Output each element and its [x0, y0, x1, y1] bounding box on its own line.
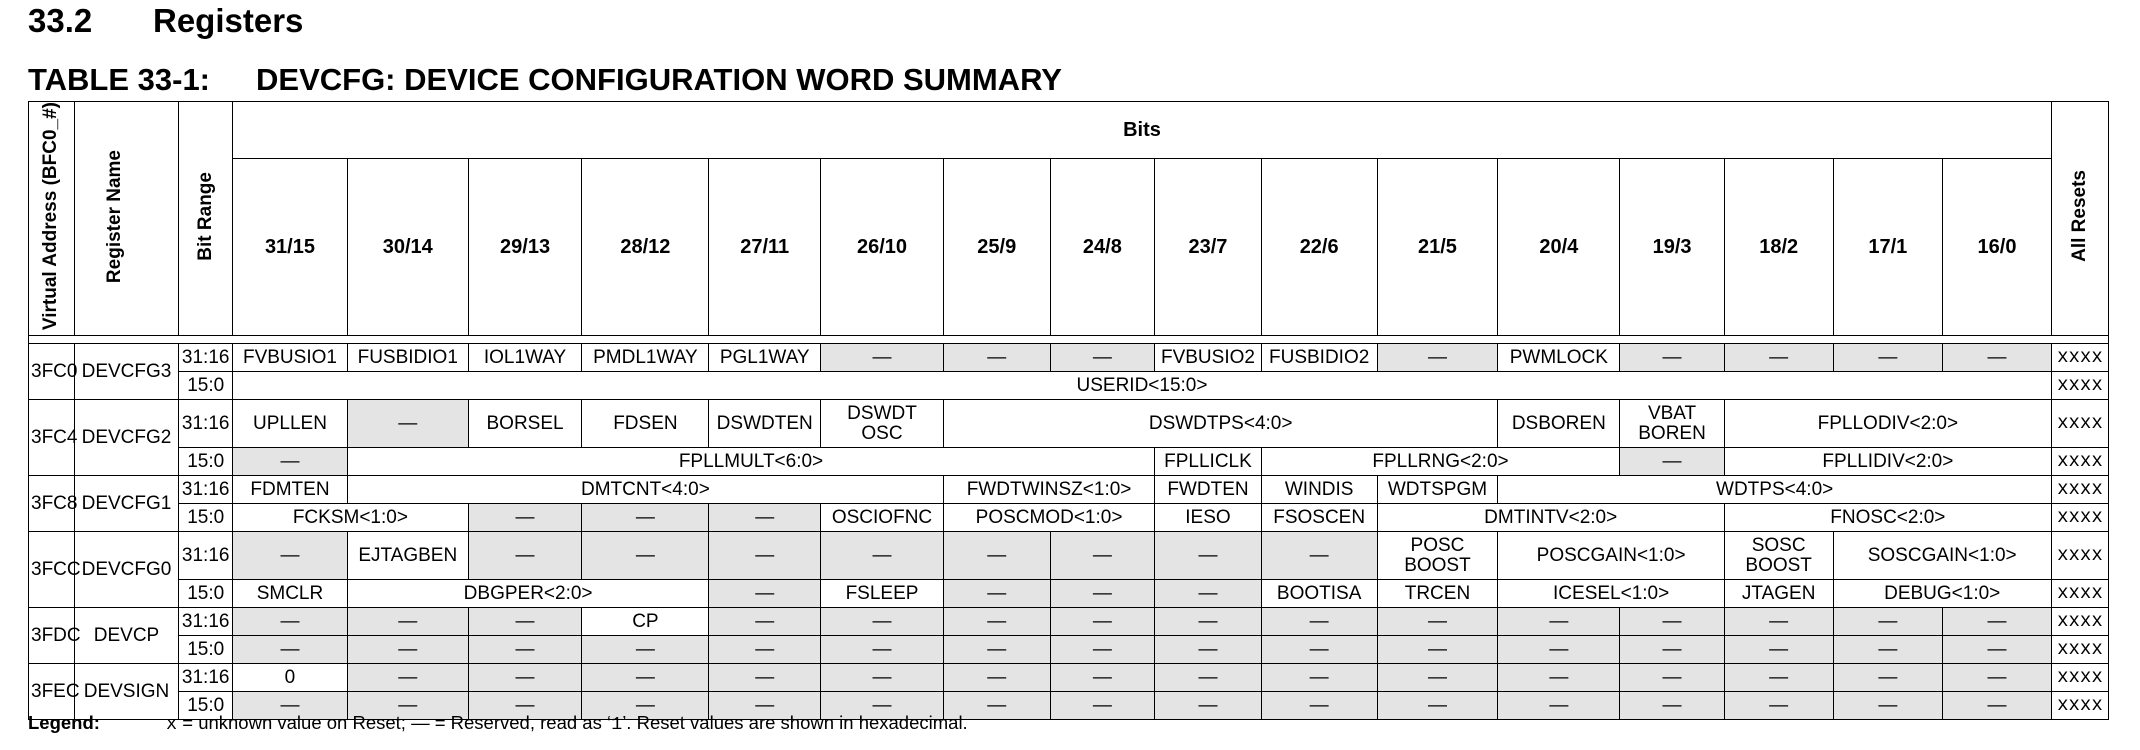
- header-register-name: Register Name: [74, 102, 179, 336]
- reserved-bit-cell: —: [1261, 636, 1377, 664]
- bit-field-cell: FUSBIDIO1: [347, 344, 468, 372]
- all-resets-cell: xxxx: [2051, 692, 2108, 720]
- reserved-bit-cell: —: [1155, 580, 1262, 608]
- bit-field-cell: PGL1WAY: [709, 344, 821, 372]
- reserved-bit-cell: —: [1943, 344, 2052, 372]
- table-row: [29, 608, 2109, 636]
- reserved-bit-cell: —: [582, 692, 709, 720]
- table-row: [29, 344, 2109, 372]
- reserved-bit-cell: —: [1833, 608, 1943, 636]
- reserved-bit-cell: —: [1377, 636, 1498, 664]
- reserved-bit-cell: —: [1620, 692, 1725, 720]
- bit-range-cell: 15:0: [179, 448, 233, 476]
- reserved-bit-cell: —: [1498, 692, 1620, 720]
- legend-label: Legend:: [28, 712, 100, 733]
- section-heading: [28, 2, 303, 40]
- reserved-bit-cell: —: [1724, 608, 1833, 636]
- reserved-bit-cell: —: [582, 532, 709, 580]
- reserved-bit-cell: —: [1155, 664, 1262, 692]
- bit-range-cell: 15:0: [179, 636, 233, 664]
- section-number: 33.2: [28, 2, 93, 39]
- header-bit-column: 20/4: [1498, 159, 1620, 336]
- bit-field-cell: DSWDTPS<4:0>: [943, 400, 1497, 448]
- reserved-bit-cell: —: [347, 692, 468, 720]
- reserved-bit-cell: —: [468, 636, 582, 664]
- reserved-bit-cell: —: [709, 636, 821, 664]
- table-row: [29, 664, 2109, 692]
- bit-field-cell: CP: [582, 608, 709, 636]
- bit-field-cell: FPLLICLK: [1155, 448, 1262, 476]
- bit-field-cell: BORSEL: [468, 400, 582, 448]
- legend-x-text: = unknown value on Reset; — = Reserved, read as ‘: [177, 712, 612, 733]
- register-name-cell: DEVCFG2: [74, 400, 179, 476]
- reserved-bit-cell: —: [1155, 608, 1262, 636]
- reserved-bit-cell: —: [468, 504, 582, 532]
- reserved-bit-cell: —: [1050, 580, 1155, 608]
- reserved-bit-cell: —: [943, 664, 1050, 692]
- reserved-bit-cell: —: [709, 664, 821, 692]
- reserved-bit-cell: —: [821, 664, 944, 692]
- bit-field-cell: SMCLR: [233, 580, 348, 608]
- reserved-bit-cell: —: [1377, 664, 1498, 692]
- table-row: [29, 400, 2109, 448]
- reserved-bit-cell: —: [709, 532, 821, 580]
- header-bit-column: 31/15: [233, 159, 348, 336]
- bit-field-cell: DMTINTV<2:0>: [1377, 504, 1724, 532]
- reserved-bit-cell: —: [233, 692, 348, 720]
- reserved-bit-cell: —: [233, 608, 348, 636]
- bit-range-cell: 31:16: [179, 476, 233, 504]
- reserved-bit-cell: —: [1943, 664, 2052, 692]
- reserved-bit-cell: —: [943, 692, 1050, 720]
- header-bit-column: 18/2: [1724, 159, 1833, 336]
- reserved-bit-cell: —: [1833, 636, 1943, 664]
- reserved-bit-cell: —: [1620, 344, 1725, 372]
- reserved-bit-cell: —: [1724, 664, 1833, 692]
- bit-field-cell: PWMLOCK: [1498, 344, 1620, 372]
- table-row: [29, 476, 2109, 504]
- table-row: [29, 372, 2109, 400]
- reserved-bit-cell: —: [1261, 664, 1377, 692]
- bit-range-cell: 15:0: [179, 692, 233, 720]
- reserved-bit-cell: —: [1050, 692, 1155, 720]
- bit-field-cell: FDMTEN: [233, 476, 348, 504]
- bit-field-cell: FVBUSIO1: [233, 344, 348, 372]
- bit-field-cell: FPLLIDIV<2:0>: [1724, 448, 2051, 476]
- header-bit-column: 24/8: [1050, 159, 1155, 336]
- virtual-address-cell: 3FC4: [29, 400, 75, 476]
- bit-field-cell: ICESEL<1:0>: [1498, 580, 1724, 608]
- bit-field-cell: FPLLMULT<6:0>: [347, 448, 1154, 476]
- reserved-bit-cell: —: [347, 608, 468, 636]
- header-bit-column: 26/10: [821, 159, 944, 336]
- reserved-bit-cell: —: [468, 608, 582, 636]
- reserved-bit-cell: —: [1155, 532, 1262, 580]
- reserved-bit-cell: —: [1498, 664, 1620, 692]
- bit-field-cell: OSCIOFNC: [821, 504, 944, 532]
- bit-field-cell: TRCEN: [1377, 580, 1498, 608]
- legend-x-symbol: x: [166, 714, 178, 735]
- bit-field-cell: WDTSPGM: [1377, 476, 1498, 504]
- reserved-bit-cell: —: [943, 580, 1050, 608]
- all-resets-cell: xxxx: [2051, 580, 2108, 608]
- bit-field-cell: FDSEN: [582, 400, 709, 448]
- header-bit-column: 19/3: [1620, 159, 1725, 336]
- bit-field-cell: FVBUSIO2: [1155, 344, 1262, 372]
- reserved-bit-cell: —: [582, 504, 709, 532]
- table-title: [28, 62, 1062, 98]
- virtual-address-cell: 3FEC: [29, 664, 75, 720]
- bit-field-cell: JTAGEN: [1724, 580, 1833, 608]
- bit-range-cell: 15:0: [179, 372, 233, 400]
- bit-field-cell: UPLLEN: [233, 400, 348, 448]
- bit-field-cell: POSCGAIN<1:0>: [1498, 532, 1724, 580]
- reserved-bit-cell: —: [943, 532, 1050, 580]
- reserved-bit-cell: —: [1620, 664, 1725, 692]
- header-virtual-address: Virtual Address (BFC0_#): [29, 102, 75, 336]
- reserved-bit-cell: —: [1724, 692, 1833, 720]
- reserved-bit-cell: —: [1155, 636, 1262, 664]
- bit-field-cell: FPLLODIV<2:0>: [1724, 400, 2051, 448]
- virtual-address-cell: 3FDC: [29, 608, 75, 664]
- header-bit-column: 16/0: [1943, 159, 2052, 336]
- all-resets-cell: xxxx: [2051, 400, 2108, 448]
- reserved-bit-cell: —: [709, 580, 821, 608]
- reserved-bit-cell: —: [1498, 636, 1620, 664]
- reserved-bit-cell: —: [347, 664, 468, 692]
- bit-field-cell: PMDL1WAY: [582, 344, 709, 372]
- all-resets-cell: xxxx: [2051, 532, 2108, 580]
- table-row: [29, 504, 2109, 532]
- all-resets-cell: xxxx: [2051, 476, 2108, 504]
- header-bits: Bits: [233, 102, 2052, 159]
- bit-field-cell: DMTCNT<4:0>: [347, 476, 943, 504]
- reserved-bit-cell: —: [1050, 344, 1155, 372]
- register-name-cell: DEVCFG0: [74, 532, 179, 608]
- reserved-bit-cell: —: [233, 448, 348, 476]
- bit-field-cell: WINDIS: [1261, 476, 1377, 504]
- reserved-bit-cell: —: [582, 636, 709, 664]
- header-bit-column: 28/12: [582, 159, 709, 336]
- bit-field-cell: FWDTWINSZ<1:0>: [943, 476, 1154, 504]
- reserved-bit-cell: —: [821, 608, 944, 636]
- table-row: [29, 580, 2109, 608]
- table-number: TABLE 33-1:: [28, 62, 211, 97]
- all-resets-cell: xxxx: [2051, 344, 2108, 372]
- table-row: [29, 448, 2109, 476]
- all-resets-cell: xxxx: [2051, 664, 2108, 692]
- reserved-bit-cell: —: [233, 636, 348, 664]
- reserved-bit-cell: —: [1724, 344, 1833, 372]
- reserved-bit-cell: —: [943, 344, 1050, 372]
- reserved-bit-cell: —: [821, 532, 944, 580]
- virtual-address-cell: 3FCC: [29, 532, 75, 608]
- reserved-bit-cell: —: [1620, 608, 1725, 636]
- bit-field-cell: SOSC BOOST: [1724, 532, 1833, 580]
- bit-range-cell: 31:16: [179, 400, 233, 448]
- legend: [28, 712, 968, 735]
- table-title-text: DEVCFG: DEVICE CONFIGURATION WORD SUMMARY: [256, 62, 1062, 97]
- reserved-bit-cell: —: [1620, 448, 1725, 476]
- table-row: [29, 532, 2109, 580]
- bit-field-cell: 0: [233, 664, 348, 692]
- reserved-bit-cell: —: [1943, 692, 2052, 720]
- reserved-bit-cell: —: [468, 664, 582, 692]
- reserved-bit-cell: —: [1620, 636, 1725, 664]
- bit-range-cell: 31:16: [179, 344, 233, 372]
- header-bit-column: 29/13: [468, 159, 582, 336]
- all-resets-cell: xxxx: [2051, 504, 2108, 532]
- bit-range-cell: 15:0: [179, 504, 233, 532]
- bit-field-cell: POSC BOOST: [1377, 532, 1498, 580]
- reserved-bit-cell: —: [468, 532, 582, 580]
- reserved-bit-cell: —: [582, 664, 709, 692]
- header-bit-column: 25/9: [943, 159, 1050, 336]
- reserved-bit-cell: —: [1377, 344, 1498, 372]
- header-bit-range: Bit Range: [179, 102, 233, 336]
- reserved-bit-cell: —: [1724, 636, 1833, 664]
- header-bit-column: 17/1: [1833, 159, 1943, 336]
- reserved-bit-cell: —: [821, 636, 944, 664]
- reserved-bit-cell: —: [1943, 608, 2052, 636]
- bit-field-cell: FCKSM<1:0>: [233, 504, 469, 532]
- bit-field-cell: FWDTEN: [1155, 476, 1262, 504]
- reserved-bit-cell: —: [1050, 532, 1155, 580]
- header-bit-column: 27/11: [709, 159, 821, 336]
- reserved-bit-cell: —: [1377, 608, 1498, 636]
- all-resets-cell: xxxx: [2051, 636, 2108, 664]
- reserved-bit-cell: —: [1377, 692, 1498, 720]
- bit-range-cell: 31:16: [179, 532, 233, 580]
- reserved-bit-cell: —: [468, 692, 582, 720]
- bit-field-cell: SOSCGAIN<1:0>: [1833, 532, 2051, 580]
- bit-field-cell: FNOSC<2:0>: [1724, 504, 2051, 532]
- reserved-bit-cell: —: [1155, 692, 1262, 720]
- bit-field-cell: FSOSCEN: [1261, 504, 1377, 532]
- bit-field-cell: VBAT BOREN: [1620, 400, 1725, 448]
- bit-field-cell: IOL1WAY: [468, 344, 582, 372]
- reserved-bit-cell: —: [1050, 608, 1155, 636]
- register-name-cell: DEVCFG3: [74, 344, 179, 400]
- reserved-bit-cell: —: [1050, 664, 1155, 692]
- header-bit-column: 30/14: [347, 159, 468, 336]
- bit-field-cell: POSCMOD<1:0>: [943, 504, 1154, 532]
- header-bit-column: 23/7: [1155, 159, 1262, 336]
- legend-tail: ’. Reset values are shown in hexadecimal.: [622, 712, 968, 733]
- reserved-bit-cell: —: [1833, 344, 1943, 372]
- bit-field-cell: DBGPER<2:0>: [347, 580, 709, 608]
- bit-field-cell: WDTPS<4:0>: [1498, 476, 2051, 504]
- reserved-bit-cell: —: [347, 400, 468, 448]
- bit-field-cell: IESO: [1155, 504, 1262, 532]
- reserved-bit-cell: —: [1833, 692, 1943, 720]
- register-summary-table: [28, 101, 2109, 720]
- bit-field-cell: USERID<15:0>: [233, 372, 2052, 400]
- virtual-address-cell: 3FC8: [29, 476, 75, 532]
- register-name-cell: DEVCP: [74, 608, 179, 664]
- reserved-bit-cell: —: [1498, 608, 1620, 636]
- reserved-bit-cell: —: [709, 504, 821, 532]
- bit-range-cell: 15:0: [179, 580, 233, 608]
- bit-field-cell: FSLEEP: [821, 580, 944, 608]
- reserved-bit-cell: —: [1261, 692, 1377, 720]
- all-resets-cell: xxxx: [2051, 372, 2108, 400]
- section-title: Registers: [153, 2, 304, 39]
- header-all-resets: All Resets: [2051, 102, 2108, 336]
- legend-one: 1: [611, 714, 623, 735]
- bit-field-cell: EJTAGBEN: [347, 532, 468, 580]
- header-bit-column: 21/5: [1377, 159, 1498, 336]
- virtual-address-cell: 3FC0: [29, 344, 75, 400]
- reserved-bit-cell: —: [709, 692, 821, 720]
- bit-field-cell: DSBOREN: [1498, 400, 1620, 448]
- register-name-cell: DEVSIGN: [74, 664, 179, 720]
- all-resets-cell: xxxx: [2051, 448, 2108, 476]
- header-bit-column: 22/6: [1261, 159, 1377, 336]
- bit-range-cell: 31:16: [179, 664, 233, 692]
- all-resets-cell: xxxx: [2051, 608, 2108, 636]
- reserved-bit-cell: —: [233, 532, 348, 580]
- bit-field-cell: BOOTISA: [1261, 580, 1377, 608]
- reserved-bit-cell: —: [1833, 664, 1943, 692]
- bit-field-cell: FPLLRNG<2:0>: [1261, 448, 1619, 476]
- reserved-bit-cell: —: [821, 692, 944, 720]
- reserved-bit-cell: —: [1943, 636, 2052, 664]
- reserved-bit-cell: —: [1261, 608, 1377, 636]
- reserved-bit-cell: —: [943, 608, 1050, 636]
- bit-range-cell: 31:16: [179, 608, 233, 636]
- reserved-bit-cell: —: [943, 636, 1050, 664]
- bit-field-cell: DSWDT OSC: [821, 400, 944, 448]
- register-name-cell: DEVCFG1: [74, 476, 179, 532]
- bit-field-cell: DEBUG<1:0>: [1833, 580, 2051, 608]
- reserved-bit-cell: —: [821, 344, 944, 372]
- reserved-bit-cell: —: [1050, 636, 1155, 664]
- bit-field-cell: DSWDTEN: [709, 400, 821, 448]
- table-row: [29, 636, 2109, 664]
- reserved-bit-cell: —: [709, 608, 821, 636]
- bit-field-cell: FUSBIDIO2: [1261, 344, 1377, 372]
- reserved-bit-cell: —: [347, 636, 468, 664]
- reserved-bit-cell: —: [1261, 532, 1377, 580]
